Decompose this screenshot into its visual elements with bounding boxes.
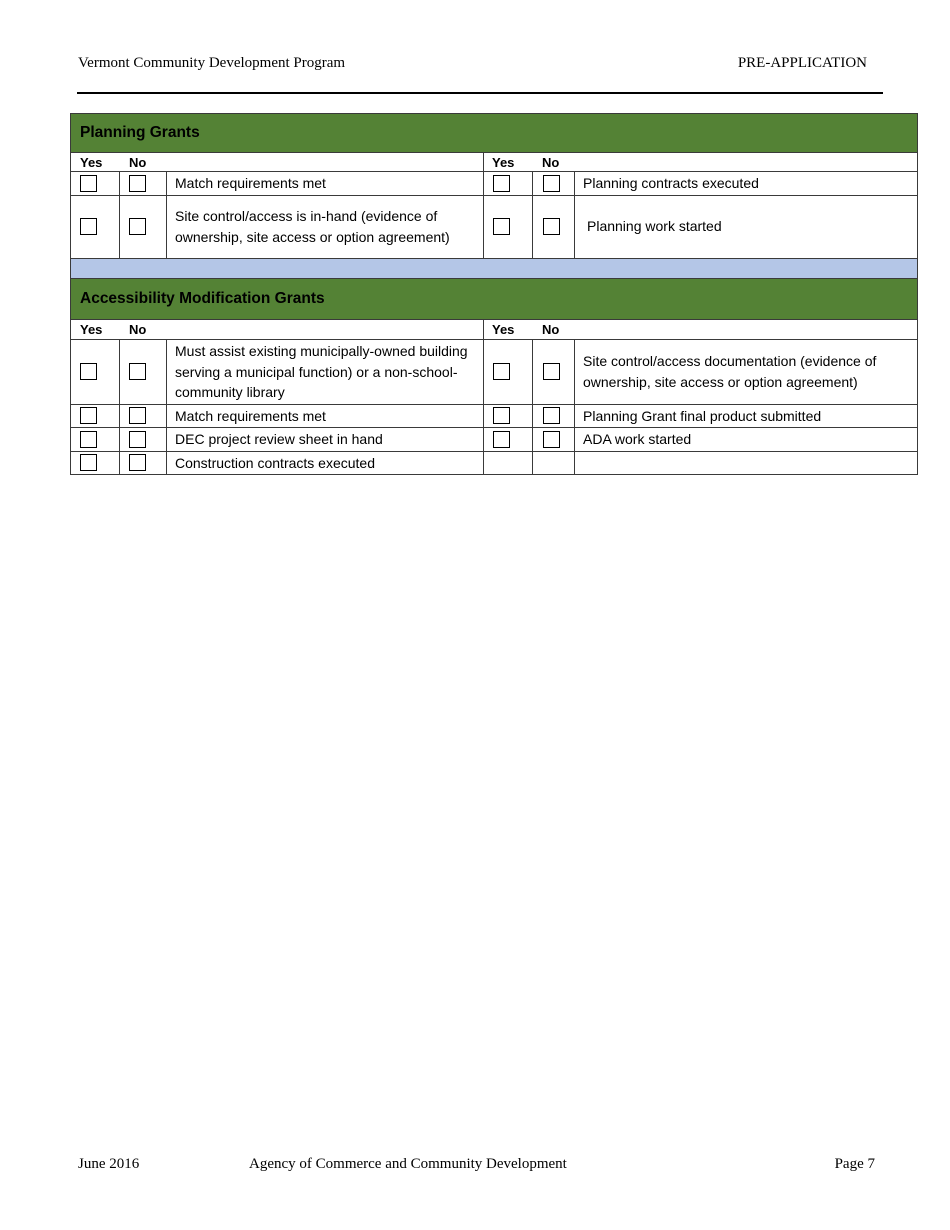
accessibility-grants-table: [70, 278, 918, 475]
no-checkbox[interactable]: [543, 363, 560, 380]
requirement-text: Construction contracts executed: [167, 451, 484, 475]
yes-checkbox[interactable]: [80, 218, 97, 235]
planning-row-2: [71, 195, 918, 258]
planning-grants-band: [71, 114, 918, 153]
requirement-text: [575, 451, 918, 475]
planning-row-1: [71, 172, 918, 196]
no-checkbox[interactable]: [543, 407, 560, 424]
no-label: No: [542, 154, 560, 170]
yes-cell: [71, 428, 120, 452]
yes-checkbox[interactable]: [80, 454, 97, 471]
requirement-text: Site control/access documentation (evidence of ownership, site access or option agreement): [575, 340, 918, 405]
footer-page-number: Page 7: [834, 1156, 875, 1172]
no-label: No: [129, 154, 147, 170]
planning-right-yes-no-header: [484, 153, 918, 172]
yes-label: Yes: [492, 154, 515, 170]
yes-cell: [484, 428, 533, 452]
requirement-text: ADA work started: [575, 428, 918, 452]
yes-cell: [484, 195, 533, 258]
no-checkbox[interactable]: [129, 175, 146, 192]
yes-cell: [484, 404, 533, 428]
yes-checkbox[interactable]: [80, 431, 97, 448]
footer-agency: Agency of Commerce and Community Development: [249, 1156, 567, 1172]
accessibility-grants-band: [71, 279, 918, 320]
no-checkbox[interactable]: [129, 407, 146, 424]
yes-checkbox[interactable]: [493, 363, 510, 380]
accessibility-left-yes-no-header: [71, 320, 484, 340]
requirement-text: Match requirements met: [167, 404, 484, 428]
yes-checkbox[interactable]: [80, 363, 97, 380]
empty-cell: [533, 451, 575, 475]
yes-checkbox[interactable]: [493, 407, 510, 424]
accessibility-right-yes-no-header: [484, 320, 918, 340]
no-cell: [120, 428, 167, 452]
accessibility-row-4: [71, 451, 918, 475]
footer-date: June 2016: [78, 1156, 140, 1172]
requirement-text: DEC project review sheet in hand: [167, 428, 484, 452]
planning-left-yes-no-header: [71, 153, 484, 172]
no-cell: [120, 195, 167, 258]
no-checkbox[interactable]: [543, 431, 560, 448]
requirement-text: Planning Grant final product submitted: [575, 404, 918, 428]
yes-label: Yes: [80, 322, 103, 337]
yes-cell: [484, 172, 533, 196]
requirement-text: Must assist existing municipally-owned building serving a municipal function) or a non-school-community library: [167, 340, 484, 405]
no-cell: [533, 340, 575, 405]
yes-cell: [71, 340, 120, 405]
no-label: No: [542, 322, 560, 337]
yes-cell: [71, 451, 120, 475]
yes-checkbox[interactable]: [493, 218, 510, 235]
section-separator: [71, 258, 918, 279]
no-checkbox[interactable]: [129, 218, 146, 235]
accessibility-row-1: [71, 340, 918, 405]
yes-cell: [71, 172, 120, 196]
no-label: No: [129, 322, 147, 337]
yes-checkbox[interactable]: [80, 175, 97, 192]
no-checkbox[interactable]: [129, 431, 146, 448]
planning-grants-title: Planning Grants: [80, 124, 200, 141]
requirement-text: Site control/access is in-hand (evidence of ownership, site access or option agreement): [167, 195, 484, 258]
no-cell: [533, 172, 575, 196]
no-cell: [120, 172, 167, 196]
requirement-text: Match requirements met: [167, 172, 484, 196]
header-document-type: PRE-APPLICATION: [737, 55, 867, 71]
no-cell: [120, 404, 167, 428]
accessibility-grants-title: Accessibility Modification Grants: [80, 290, 325, 307]
yes-checkbox[interactable]: [493, 175, 510, 192]
yes-checkbox[interactable]: [80, 407, 97, 424]
no-cell: [533, 195, 575, 258]
no-cell: [533, 404, 575, 428]
accessibility-row-2: [71, 404, 918, 428]
header-rule: [77, 92, 883, 94]
no-checkbox[interactable]: [129, 454, 146, 471]
no-cell: [533, 428, 575, 452]
yes-cell: [71, 195, 120, 258]
yes-label: Yes: [80, 154, 103, 170]
yes-checkbox[interactable]: [493, 431, 510, 448]
no-checkbox[interactable]: [543, 218, 560, 235]
planning-grants-table: [70, 113, 918, 280]
no-cell: [120, 451, 167, 475]
requirement-text: Planning contracts executed: [575, 172, 918, 196]
yes-cell: [71, 404, 120, 428]
accessibility-row-3: [71, 428, 918, 452]
empty-cell: [484, 451, 533, 475]
yes-cell: [484, 340, 533, 405]
no-cell: [120, 340, 167, 405]
no-checkbox[interactable]: [129, 363, 146, 380]
no-checkbox[interactable]: [543, 175, 560, 192]
header-program-name: Vermont Community Development Program: [78, 55, 346, 71]
requirement-text: Planning work started: [575, 195, 918, 258]
yes-label: Yes: [492, 322, 515, 337]
